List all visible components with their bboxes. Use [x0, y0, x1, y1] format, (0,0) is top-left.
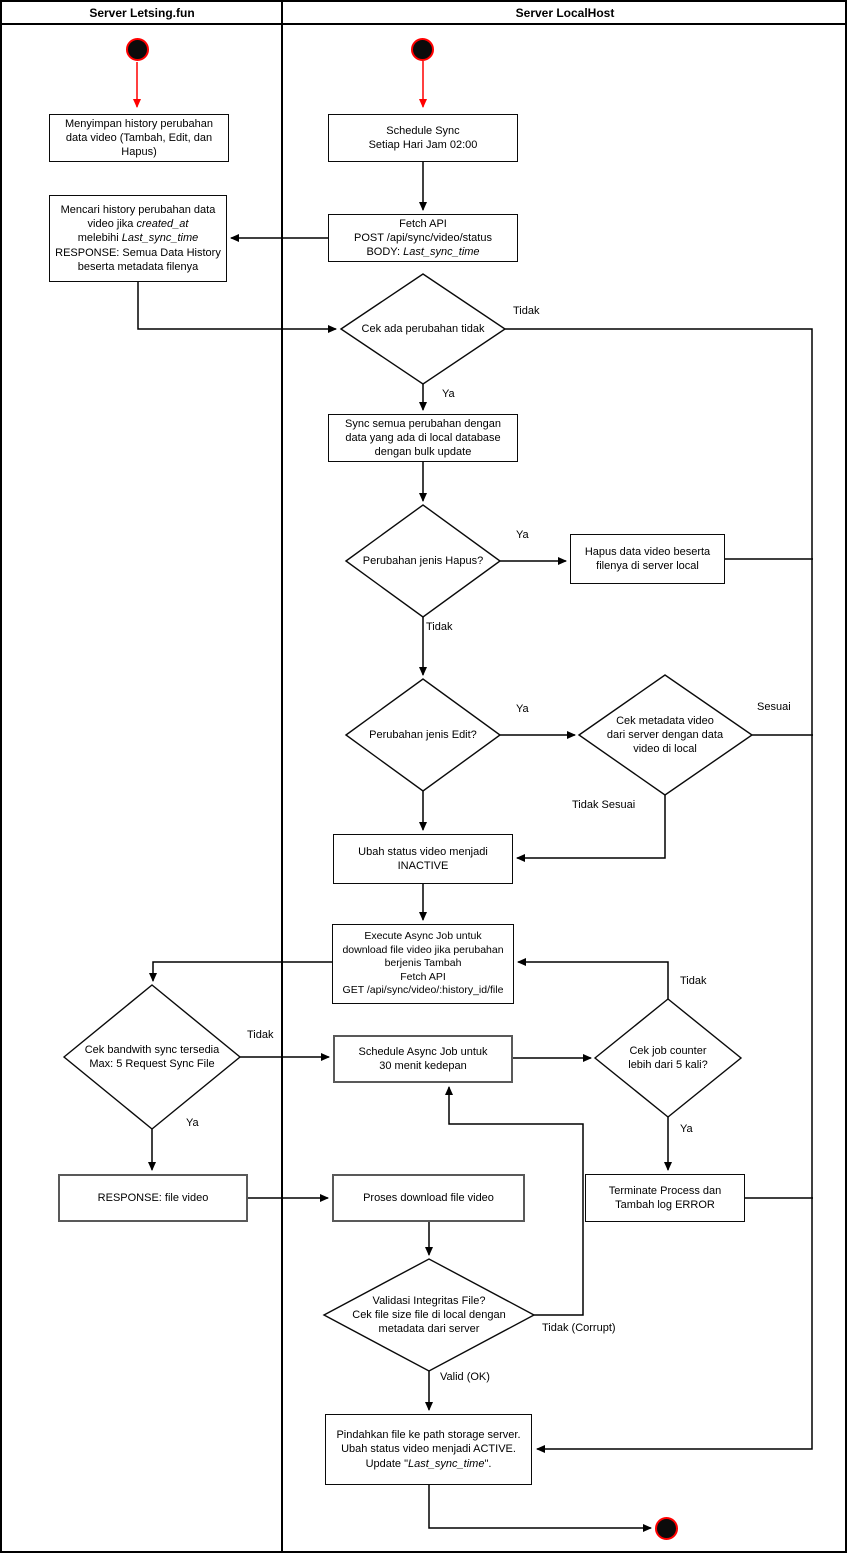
process-proses-download: Proses download file video	[332, 1174, 525, 1222]
edge-label-sesuai: Sesuai	[757, 701, 791, 713]
decision-cek-ada-perubahan	[341, 274, 505, 384]
process-pindahkan-file: Pindahkan file ke path storage server. Ubah status video menjadi ACTIVE. Update "Last_sync_time".	[325, 1414, 532, 1485]
process-execute-async-job: Execute Async Job untuk download file video jika perubahan berjenis Tambah Fetch API GET /api/sync/video/:history_id/file	[332, 924, 514, 1004]
connector-cekperubahan-tidak-collector	[505, 329, 812, 1449]
process-response-file-video: RESPONSE: file video	[58, 1174, 248, 1222]
start-node-localhost	[411, 38, 434, 61]
decision-perubahan-jenis-hapus	[346, 505, 500, 617]
process-hapus-data-video: Hapus data video beserta filenya di server local	[570, 534, 725, 584]
decision-label-perubahan-edit: Perubahan jenis Edit?	[369, 728, 477, 741]
decision-label-cek-ada-perubahan: Cek ada perubahan tidak	[361, 322, 485, 335]
decision-label-perubahan-hapus: Perubahan jenis Hapus?	[362, 554, 484, 567]
edge-label-valid-ok: Valid (OK)	[440, 1371, 490, 1383]
connector-pindahkan-to-end	[429, 1485, 651, 1528]
edge-label-tidak: Tidak	[426, 621, 453, 633]
process-sync-semua: Sync semua perubahan dengan data yang ada di local database dengan bulk update	[328, 414, 518, 462]
end-node	[655, 1517, 678, 1540]
start-node-letsing	[126, 38, 149, 61]
decision-cek-metadata-video	[579, 675, 752, 795]
process-menyimpan-history: Menyimpan history perubahan data video (Tambah, Edit, dan Hapus)	[49, 114, 229, 162]
edge-label-tidak: Tidak	[513, 305, 540, 317]
lane-title: Server Letsing.fun	[89, 5, 195, 20]
decision-label-cek-bandwith: Cek bandwith sync tersedia Max: 5 Request Sync File	[84, 1043, 220, 1070]
lane-title: Server LocalHost	[515, 5, 615, 20]
edge-label-tidak: Tidak	[680, 975, 707, 987]
decision-cek-job-counter	[595, 999, 741, 1117]
process-fetch-api: Fetch API POST /api/sync/video/status BODY: Last_sync_time	[328, 214, 518, 262]
decision-perubahan-jenis-edit	[346, 679, 500, 791]
process-mencari-history: Mencari history perubahan data video jika created_at melebihi Last_sync_time RESPONSE: Semua Data History beserta metadata filenya	[49, 195, 227, 282]
edge-label-tidak-sesuai: Tidak Sesuai	[572, 799, 636, 811]
edge-label-ya: Ya	[516, 529, 529, 541]
edge-label-tidak: Tidak	[247, 1029, 274, 1041]
process-terminate-log-error: Terminate Process dan Tambah log ERROR	[585, 1174, 745, 1222]
edge-label-ya: Ya	[442, 388, 455, 400]
edge-label-ya: Ya	[680, 1123, 693, 1135]
connector-execute-to-bandwith	[153, 962, 332, 981]
decision-label-cek-job-counter: Cek job counter lebih dari 5 kali?	[628, 1044, 708, 1071]
decision-label-cek-metadata: Cek metadata video dari server dengan data video di local	[606, 714, 724, 756]
decision-label-validasi-integritas: Validasi Integritas File? Cek file size file di local dengan metadata dari server	[352, 1294, 506, 1336]
process-schedule-sync: Schedule Sync Setiap Hari Jam 02:00	[328, 114, 518, 162]
decision-cek-bandwith	[64, 985, 240, 1129]
edge-label-ya: Ya	[516, 703, 529, 715]
process-schedule-async-job: Schedule Async Job untuk 30 menit kedepan	[333, 1035, 513, 1083]
decision-validasi-integritas	[324, 1259, 534, 1371]
connector-jobcounter-tidak	[518, 962, 668, 999]
connector-mencari-to-cek-perubahan	[138, 282, 336, 329]
process-ubah-status-inactive: Ubah status video menjadi INACTIVE	[333, 834, 513, 884]
edge-label-ya: Ya	[186, 1117, 199, 1129]
edge-label-tidak-corrupt: Tidak (Corrupt)	[542, 1322, 616, 1334]
